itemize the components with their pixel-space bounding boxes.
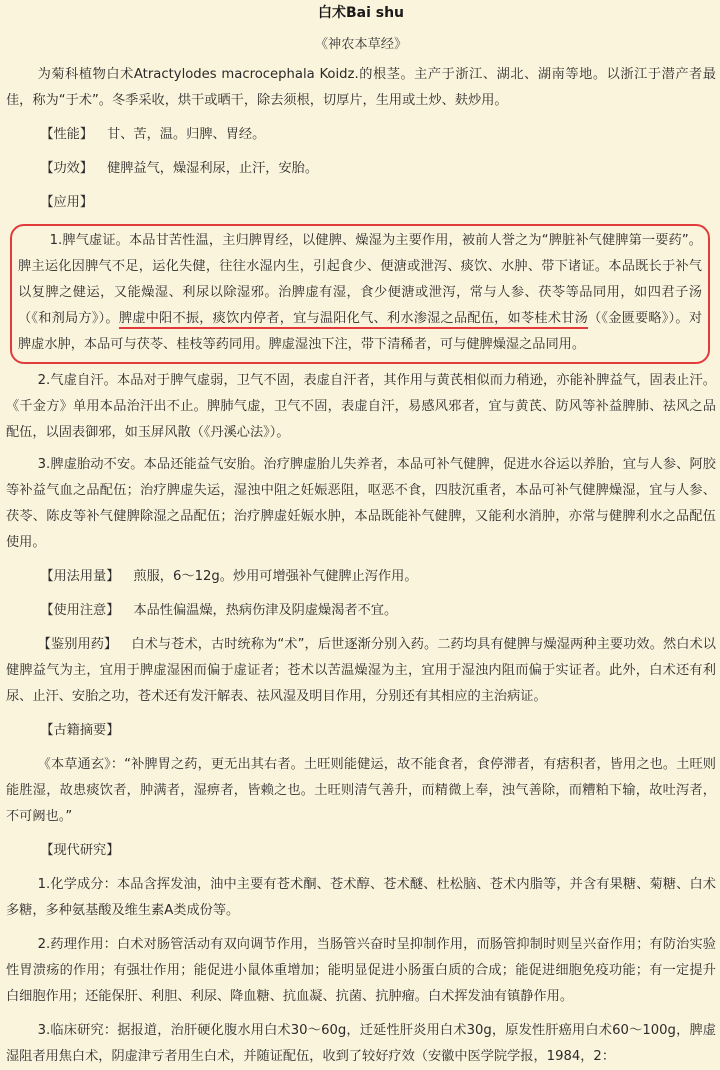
highlighted-annotation bbox=[10, 224, 710, 364]
efficacy-label: 【功效】 bbox=[40, 161, 94, 176]
differentiation-section bbox=[6, 632, 716, 710]
intro-paragraph: 为菊科植物白术Atractylodes macrocephala Koidz.的根茎。主产于浙江、湖北、湖南等地。以浙江于潜产者最佳，称为“于术”。冬季采收，烘干或晒干，除去须根，切厚片，生用或土炒、麸炒用。 bbox=[6, 67, 716, 108]
application-item-3: 3.脾虚胎动不安。本品还能益气安胎。治疗脾虚胎儿失养者，本品可补气健脾，促进水谷运以养胎，宜与人参、阿胶等补益气血之品配伍；治疗脾虚失运，湿浊中阻之妊娠恶阻，呕恶不食，四肢沉重者，本品可补气健脾燥湿，宜与人参、茯苓、陈皮等补气健脾除湿之品配伍；治疗脾虚妊娠水肿，本品既能补气健脾，又能利水消肿，亦常与健脾利水之品配伍使用。 bbox=[6, 457, 716, 550]
page-title: 白术Bai shu bbox=[317, 5, 405, 21]
dosage-label: 【用法用量】 bbox=[40, 569, 120, 584]
source-book: 《神农本草经》 bbox=[314, 37, 408, 52]
classics-heading bbox=[6, 718, 716, 744]
modern-label: 【现代研究】 bbox=[40, 843, 120, 858]
application-item-1-tail: （《金匮要略》）。对脾虚水肿，本品可与茯苓、桂枝等药同用。脾虚湿浊下注，带下清稀者，可与健脾燥湿之品同用。 bbox=[18, 311, 703, 352]
classics-label: 【古籍摘要】 bbox=[40, 723, 120, 738]
modern-item-1: 1.化学成分：本品含挥发油，油中主要有苍术酮、苍术醇、苍术醚、杜松脑、苍术内脂等，并含有果糖、菊糖、白术多糖，多种氨基酸及维生素A类成份等。 bbox=[6, 877, 716, 918]
nature-label: 【性能】 bbox=[40, 127, 94, 142]
caution-section bbox=[6, 598, 716, 624]
nature-text: 甘、苦，温。归脾、胃经。 bbox=[107, 127, 266, 142]
modern-item-2: 2.药理作用：白术对肠管活动有双向调节作用，当肠管兴奋时呈抑制作用，而肠管抑制时则呈兴奋作用；有防治实验性胃溃疡的作用；有强壮作用；能促进小鼠体重增加；能明显促进小肠蛋白质的合成；能促进细胞免疫功能；有一定提升白细胞作用；还能保肝、利胆、利尿、降血糖、抗血凝、抗菌、抗肿瘤。白术挥发油有镇静作用。 bbox=[6, 937, 716, 1004]
modern-heading bbox=[6, 838, 716, 864]
nature-section bbox=[6, 122, 716, 148]
differentiation-label: 【鉴别用药】 bbox=[37, 637, 118, 652]
efficacy-section bbox=[6, 156, 716, 182]
application-label: 【应用】 bbox=[40, 195, 94, 210]
application-item-1 bbox=[18, 228, 702, 358]
application-item-1-main: 1.脾气虚证。本品甘苦性温，主归脾胃经，以健脾、燥湿为主要作用，被前人誉之为“脾脏补气健脾第一要药”。脾主运化因脾气不足，运化失健，往往水湿内生，引起食少、便溏或泄泻、痰饮、水肿、带下诸证。本品既长于补气以复脾之健运，又能燥湿、利尿以除湿邪。治脾虚有湿，食少便溏或泄泻，常与人参、茯苓等品同用，如四君子汤（《和剂局方》）。 bbox=[18, 233, 702, 326]
underlined-text: 脾虚中阳不振，痰饮内停者，宜与温阳化气、利水渗湿之品配伍，如苓桂术甘汤 bbox=[119, 311, 588, 329]
caution-label: 【使用注意】 bbox=[40, 603, 120, 618]
efficacy-text: 健脾益气，燥湿利尿，止汗，安胎。 bbox=[107, 161, 319, 176]
dosage-text: 煎服，6～12g。炒用可增强补气健脾止泻作用。 bbox=[133, 569, 418, 584]
classics-text: 《本草通玄》：“补脾胃之药，更无出其右者。土旺则能健运，故不能食者，食停滞者，有痞积者，皆用之也。土旺则能胜湿，故患痰饮者，肿满者，湿痹者，皆赖之也。土旺则清气善升，而精微上奉，浊气善除，而糟粕下输，故吐泻者，不可阙也。” bbox=[6, 757, 716, 824]
differentiation-text: 白术与苍术，古时统称为“术”，后世逐渐分别入药。二药均具有健脾与燥湿两种主要功效。然白术以健脾益气为主，宜用于脾虚湿困而偏于虚证者；苍术以苦温燥湿为主，宜用于湿浊内阻而偏于实证者。此外，白术还有利尿、止汗、安胎之功，苍术还有发汗解表、祛风湿及明目作用，分别还有其相应的主治病证。 bbox=[6, 637, 716, 704]
dosage-section bbox=[6, 564, 716, 590]
application-heading bbox=[6, 190, 716, 216]
modern-item-3: 3.临床研究：据报道，治肝硬化腹水用白术30～60g，迁延性肝炎用白术30g，原发性肝癌用白术60～100g，脾虚湿阻者用焦白术，阴虚津亏者用生白术，并随证配伍，收到了较好疗效（安徽中医学院学报，1984，2： bbox=[6, 1023, 716, 1064]
caution-text: 本品性偏温燥，热病伤津及阴虚燥渴者不宜。 bbox=[133, 603, 398, 618]
application-item-2: 2.气虚自汗。本品对于脾气虚弱，卫气不固，表虚自汗者，其作用与黄芪相似而力稍逊，亦能补脾益气，固表止汗。《千金方》单用本品治汗出不止。脾肺气虚，卫气不固，表虚自汗，易感风邪者，宜与黄芪、防风等补益脾肺、祛风之品配伍，以固表御邪，如玉屏风散（《丹溪心法》）。 bbox=[6, 373, 716, 440]
